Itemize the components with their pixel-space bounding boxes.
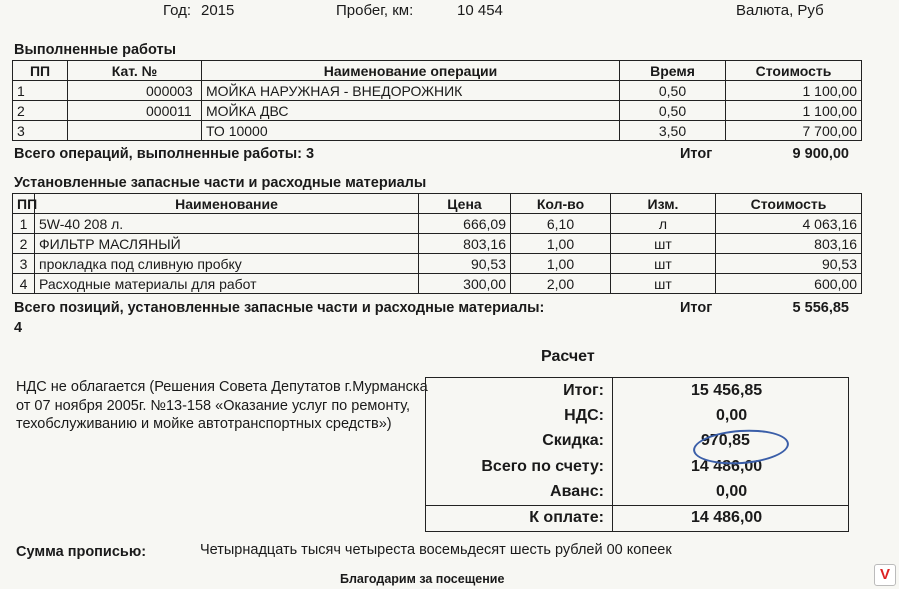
works-header-row bbox=[13, 61, 862, 81]
cell-cost: 1 100,00 bbox=[726, 101, 862, 121]
year-value: 2015 bbox=[201, 2, 235, 19]
cell-name: ТО 10000 bbox=[202, 121, 620, 141]
cell-time: 0,50 bbox=[620, 101, 726, 121]
works-itog-value: 9 900,00 bbox=[792, 146, 849, 162]
col-header: Кол-во bbox=[511, 194, 611, 214]
works-table bbox=[12, 60, 862, 141]
table-row bbox=[13, 254, 862, 274]
col-header: Наименование bbox=[35, 194, 419, 214]
cell-cost: 90,53 bbox=[716, 254, 862, 274]
mileage-label: Пробег, км: bbox=[336, 2, 414, 19]
cell-num: 4 bbox=[13, 274, 35, 294]
calc-row bbox=[426, 378, 849, 404]
cell-num: 1 bbox=[13, 81, 68, 101]
sum-words-label: Сумма прописью: bbox=[16, 544, 147, 560]
calc-title: Расчет bbox=[541, 348, 595, 365]
calc-row-total bbox=[426, 505, 849, 531]
cell-time: 0,50 bbox=[620, 81, 726, 101]
cell-name: ФИЛЬТР МАСЛЯНЫЙ bbox=[35, 234, 419, 254]
cell-qty: 1,00 bbox=[511, 234, 611, 254]
cell-unit: шт bbox=[611, 254, 716, 274]
sum-words-value: Четырнадцать тысяч четыреста восемьдесят шесть рублей 00 копеек bbox=[200, 542, 672, 558]
works-itog-label: Итог bbox=[680, 146, 713, 162]
cell-price: 803,16 bbox=[419, 234, 511, 254]
vat-exemption-note: НДС не облагается (Решения Совета Депутатов г.Мурманска от 07 ноября 2005г. №13-158 «Оказание услуг по ремонту, техобслуживанию и мойке автотранспортных средств») bbox=[16, 379, 428, 432]
col-header: Цена bbox=[419, 194, 511, 214]
cell-unit: шт bbox=[611, 274, 716, 294]
calc-value: 0,00 bbox=[613, 403, 849, 428]
table-row bbox=[13, 101, 862, 121]
calc-row bbox=[426, 403, 849, 428]
cell-cat bbox=[68, 121, 202, 141]
parts-itog-value: 5 556,85 bbox=[792, 300, 849, 316]
cell-name: прокладка под сливную пробку bbox=[35, 254, 419, 274]
calc-label: Скидка: bbox=[426, 429, 613, 454]
calc-label: Итог: bbox=[426, 378, 613, 404]
table-row bbox=[13, 81, 862, 101]
parts-total-count: 4 bbox=[14, 320, 23, 336]
cell-num: 1 bbox=[13, 214, 35, 234]
cell-cat: 000011 bbox=[68, 101, 202, 121]
cell-num: 2 bbox=[13, 234, 35, 254]
col-header: Наименование операции bbox=[202, 61, 620, 81]
cell-cost: 7 700,00 bbox=[726, 121, 862, 141]
col-header: ПП bbox=[13, 61, 68, 81]
cell-num: 2 bbox=[13, 101, 68, 121]
cell-name: 5W-40 208 л. bbox=[35, 214, 419, 234]
thank-you-footer: Благодарим за посещение bbox=[340, 572, 505, 586]
calc-row bbox=[426, 454, 849, 479]
parts-title: Установленные запасные части и расходные материалы bbox=[14, 175, 427, 191]
col-header: Время bbox=[620, 61, 726, 81]
cell-cat: 000003 bbox=[68, 81, 202, 101]
corner-logo-icon: V bbox=[874, 564, 896, 586]
col-header: Изм. bbox=[611, 194, 716, 214]
works-total-label: Всего операций, выполненные работы: 3 bbox=[14, 146, 315, 162]
table-row bbox=[13, 234, 862, 254]
cell-name: Расходные материалы для работ bbox=[35, 274, 419, 294]
currency-label: Валюта, Руб bbox=[736, 2, 824, 19]
cell-price: 90,53 bbox=[419, 254, 511, 274]
table-row bbox=[13, 121, 862, 141]
calc-label: Всего по счету: bbox=[426, 454, 613, 479]
col-header: Стоимость bbox=[726, 61, 862, 81]
cell-price: 666,09 bbox=[419, 214, 511, 234]
cell-unit: л bbox=[611, 214, 716, 234]
cell-qty: 2,00 bbox=[511, 274, 611, 294]
cell-unit: шт bbox=[611, 234, 716, 254]
works-title: Выполненные работы bbox=[14, 42, 176, 58]
cell-num: 3 bbox=[13, 254, 35, 274]
cell-name: МОЙКА ДВС bbox=[202, 101, 620, 121]
calc-value: 15 456,85 bbox=[613, 378, 849, 404]
col-header: ПП bbox=[13, 194, 35, 214]
cell-time: 3,50 bbox=[620, 121, 726, 141]
cell-cost: 600,00 bbox=[716, 274, 862, 294]
table-row bbox=[13, 214, 862, 234]
calc-value: 14 486,00 bbox=[613, 505, 849, 531]
calc-value: 0,00 bbox=[613, 479, 849, 505]
mileage-value: 10 454 bbox=[457, 2, 503, 19]
cell-price: 300,00 bbox=[419, 274, 511, 294]
calc-label: Аванс: bbox=[426, 479, 613, 505]
cell-num: 3 bbox=[13, 121, 68, 141]
parts-itog-label: Итог bbox=[680, 300, 713, 316]
year-label: Год: bbox=[163, 2, 192, 19]
cell-qty: 6,10 bbox=[511, 214, 611, 234]
cell-name: МОЙКА НАРУЖНАЯ - ВНЕДОРОЖНИК bbox=[202, 81, 620, 101]
calc-label: К оплате: bbox=[426, 505, 613, 531]
calc-table bbox=[425, 377, 849, 532]
calc-row bbox=[426, 479, 849, 505]
cell-cost: 803,16 bbox=[716, 234, 862, 254]
cell-cost: 1 100,00 bbox=[726, 81, 862, 101]
parts-table bbox=[12, 193, 862, 294]
cell-cost: 4 063,16 bbox=[716, 214, 862, 234]
calc-label: НДС: bbox=[426, 403, 613, 428]
table-row bbox=[13, 274, 862, 294]
calc-value: 14 486,00 bbox=[613, 454, 849, 479]
col-header: Стоимость bbox=[716, 194, 862, 214]
parts-header-row bbox=[13, 194, 862, 214]
calc-value: 970,85 bbox=[613, 429, 849, 454]
parts-total-label: Всего позиций, установленные запасные части и расходные материалы: bbox=[14, 300, 545, 316]
col-header: Кат. № bbox=[68, 61, 202, 81]
cell-qty: 1,00 bbox=[511, 254, 611, 274]
